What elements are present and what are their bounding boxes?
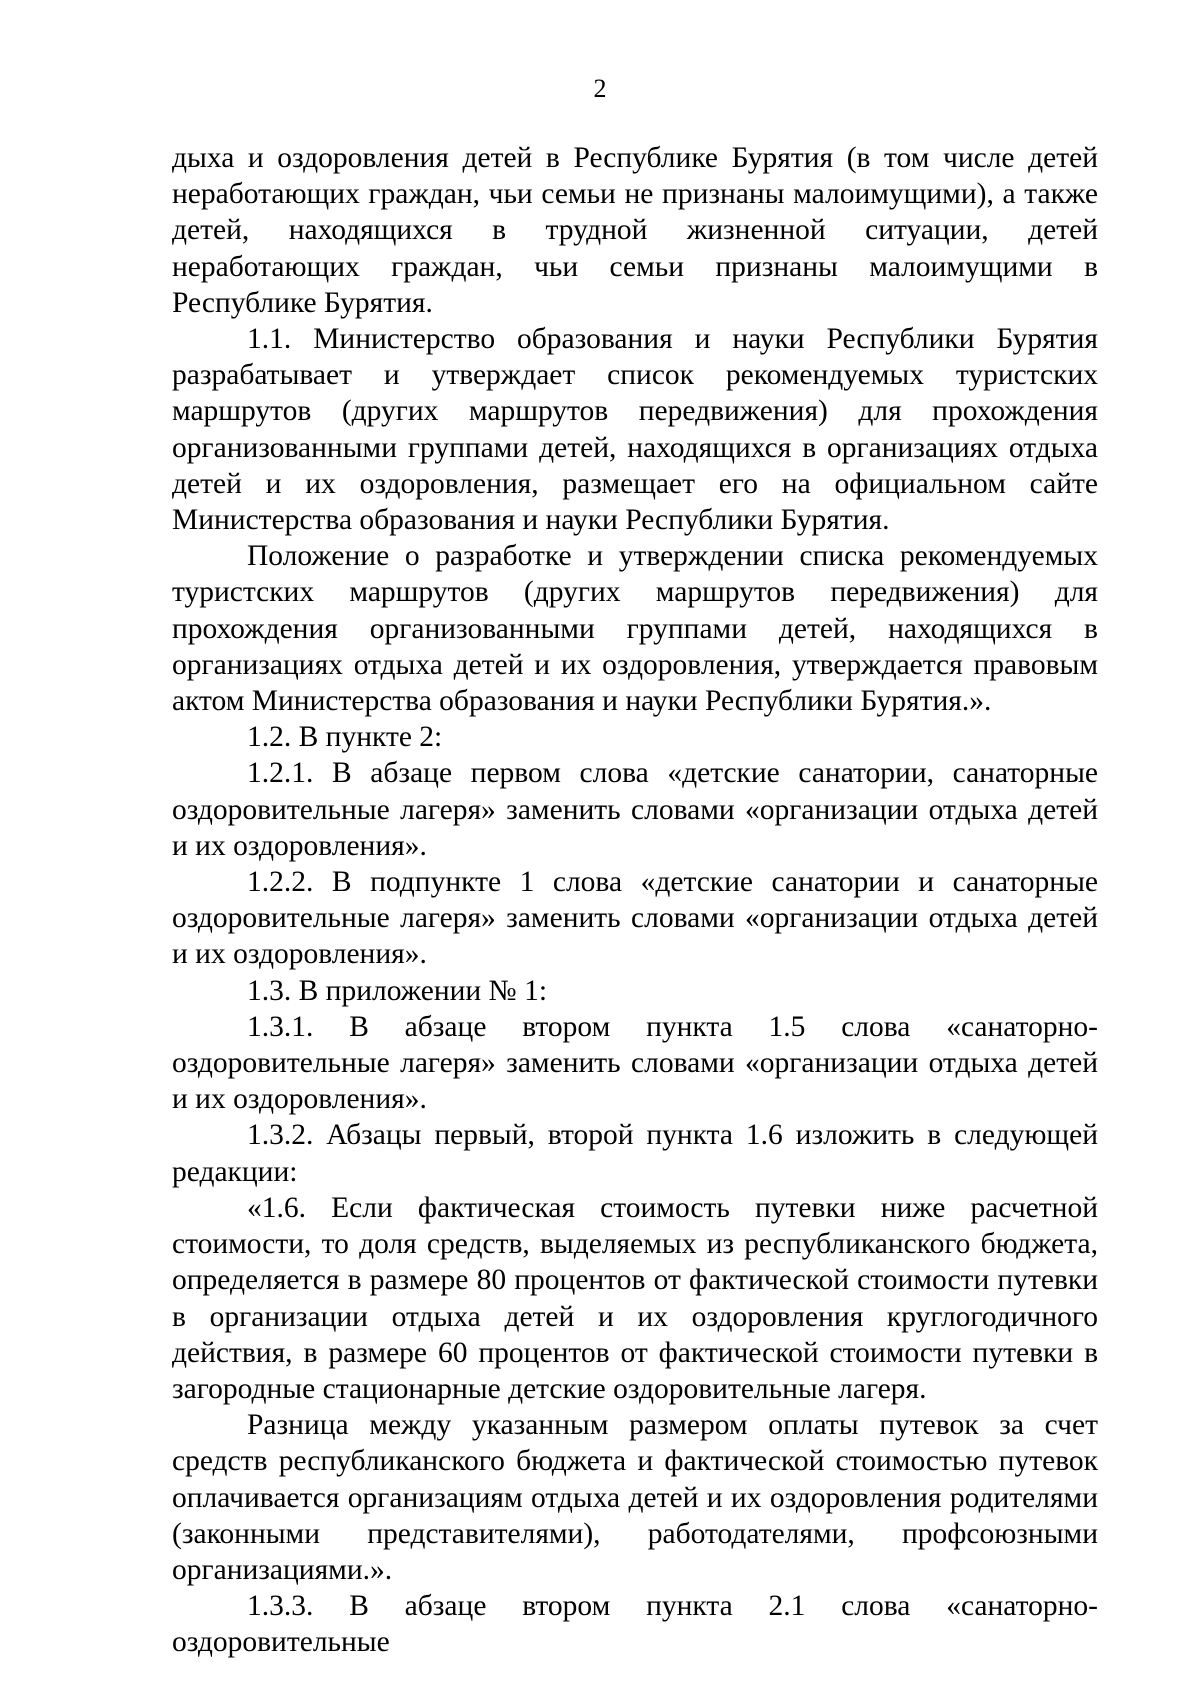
paragraph-quote-1-6: «1.6. Если фактическая стоимость путевки ниже расчетной стоимости, то доля средств, выделяемых из республиканского бюджета, определяется в размере 80 процентов от фактической стоимости путевки в организации отдыха детей и их оздоровления круглогодичного действия, в размере 60 процентов от фактической стоимости путевки в загородные стационарные детские оздоровительные лагеря. bbox=[172, 1191, 1098, 1405]
paragraph-price-difference: Разница между указанным размером оплаты путевок за счет средств республиканского бюджета и фактической стоимостью путевок оплачивается организациям отдыха детей и их оздоровления родителями (законными представителями), работодателями, профсоюзными организациями.». bbox=[172, 1409, 1098, 1586]
paragraph-1-3: 1.3. В приложении № 1: bbox=[247, 974, 548, 1007]
paragraph-regulation: Положение о разработке и утверждении списка рекомендуемых туристских маршрутов (других маршрутов передвижения) для прохождения организованными группами детей, находящихся в организациях отдыха детей и их оздоровления, утверждается правовым актом Министерства образования и науки Республики Бурятия.». bbox=[172, 540, 1098, 718]
paragraph-1-1: 1.1. Министерство образования и науки Республики Бурятия разрабатывает и утверждает список рекомендуемых туристских маршрутов (других маршрутов передвижения) для прохождения организованными группами детей, находящихся в организациях отдыха детей и их оздоровления, размещает его на официальном сайте Министерства образования и науки Республики Бурятия. bbox=[172, 323, 1098, 537]
paragraph-1-3-2: 1.3.2. Абзацы первый, второй пункта 1.6 изложить в следующей редакции: bbox=[172, 1119, 1098, 1188]
page-number: 2 bbox=[593, 74, 607, 103]
paragraph-1-2-2: 1.2.2. В подпункте 1 слова «детские санатории и санаторные оздоровительные лагеря» заменить словами «организации отдыха детей и их оздоровления». bbox=[172, 866, 1098, 971]
paragraph-continuation: дыха и оздоровления детей в Республике Бурятия (в том числе детей неработающих граждан, чьи семьи не признаны малоимущими), а также детей, находящихся в трудной жизненной ситуации, детей неработающих граждан, чьи семьи признаны малоимущими в Республике Бурятия. bbox=[172, 142, 1098, 319]
paragraph-1-3-1: 1.3.1. В абзаце втором пункта 1.5 слова «санаторно-оздоровительные лагеря» заменить словами «организации отдыха детей и их оздоровления». bbox=[172, 1010, 1098, 1116]
paragraph-1-2-1: 1.2.1. В абзаце первом слова «детские санатории, санаторные оздоровительные лагеря» заменить словами «организации отдыха детей и их оздоровления». bbox=[172, 757, 1098, 862]
paragraph-1-2: 1.2. В пункте 2: bbox=[247, 721, 443, 754]
document-body bbox=[172, 140, 1098, 1661]
paragraph-1-3-3: 1.3.3. В абзаце втором пункта 2.1 слова «санаторно-оздоровительные bbox=[172, 1590, 1098, 1659]
